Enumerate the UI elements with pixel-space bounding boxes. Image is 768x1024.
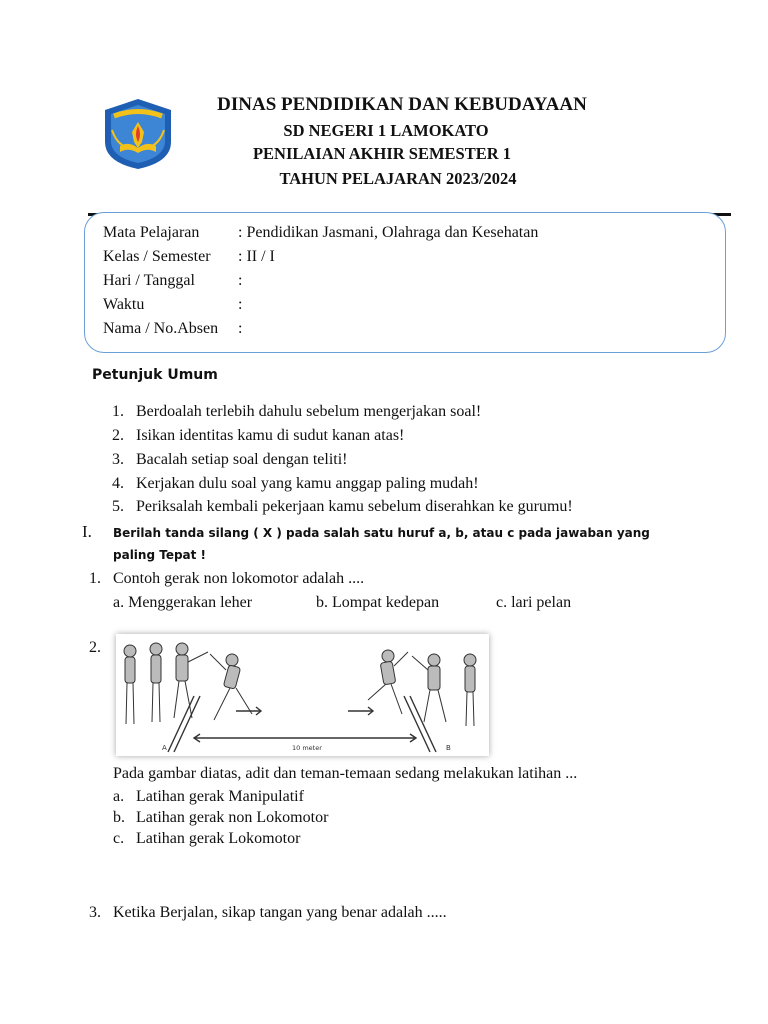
question-text: Contoh gerak non lokomotor adalah .... (113, 570, 365, 587)
section-number: I. (82, 522, 92, 541)
identity-value: : II / I (238, 248, 275, 265)
question-2-number: 2. (89, 639, 101, 656)
option-text: Latihan gerak Manipulatif (136, 788, 304, 805)
question-1-option-c[interactable]: c. lari pelan (496, 594, 572, 611)
instruction-item (112, 498, 573, 516)
identity-label: Mata Pelajaran (103, 224, 200, 241)
identity-label: Kelas / Semester (103, 248, 211, 265)
question-2-option-b[interactable] (113, 809, 328, 827)
running-illustration (116, 634, 489, 756)
figure-label-a: A (162, 744, 167, 752)
identity-row-class (103, 248, 275, 266)
identity-label: Nama / No.Absen (103, 320, 219, 337)
section-instruction: Berilah tanda silang ( X ) pada salah satu huruf a, b, atau c pada jawaban yang (113, 526, 650, 540)
instruction-item (112, 475, 479, 493)
instruction-text: Bacalah setiap soal dengan teliti! (136, 451, 348, 468)
instruction-text: Kerjakan dulu soal yang kamu anggap paling mudah! (136, 475, 479, 492)
identity-label: Waktu (103, 296, 145, 313)
instruction-item (112, 403, 481, 421)
question-2-option-c[interactable] (113, 830, 300, 848)
question-number: 3. (89, 904, 101, 921)
section-instruction: paling Tepat ! (113, 548, 207, 562)
question-3 (89, 904, 447, 922)
identity-box (84, 212, 726, 353)
instruction-item (112, 427, 404, 445)
instruction-number: 5. (112, 498, 124, 515)
question-2-option-a[interactable] (113, 788, 304, 806)
identity-row-time (103, 296, 242, 314)
option-text: Latihan gerak Lokomotor (136, 830, 301, 847)
identity-value: : (238, 272, 243, 289)
header-year: TAHUN PELAJARAN 2023/2024 (279, 169, 517, 188)
instruction-number: 4. (112, 475, 124, 492)
instruction-text: Berdoalah terlebih dahulu sebelum mengerjakan soal! (136, 403, 482, 420)
question-1 (89, 570, 364, 588)
instruction-number: 3. (112, 451, 124, 468)
instruction-number: 2. (112, 427, 124, 444)
instruction-number: 1. (112, 403, 124, 420)
instruction-text: Periksalah kembali pekerjaan kamu sebelum diserahkan ke gurumu! (136, 498, 573, 515)
identity-row-name (103, 320, 242, 338)
figure-distance-label: 10 meter (292, 744, 322, 752)
question-2-figure (116, 634, 489, 756)
header-exam: PENILAIAN AKHIR SEMESTER 1 (252, 144, 512, 163)
header-agency: DINAS PENDIDIKAN DAN KEBUDAYAAN (217, 94, 587, 115)
option-text: Latihan gerak non Lokomotor (136, 809, 329, 826)
instruction-text: Isikan identitas kamu di sudut kanan atas! (136, 427, 405, 444)
figure-label-b: B (446, 744, 451, 752)
identity-value: : (238, 320, 243, 337)
identity-value: : Pendidikan Jasmani, Olahraga dan Kesehatan (238, 224, 539, 241)
identity-value: : (238, 296, 243, 313)
identity-row-subject (103, 224, 538, 242)
option-letter: a. (113, 788, 125, 805)
option-letter: c. (113, 830, 125, 847)
question-1-option-b[interactable]: b. Lompat kedepan (316, 594, 440, 611)
question-2-text: Pada gambar diatas, adit dan teman-temaan sedang melakukan latihan ... (113, 765, 578, 782)
identity-label: Hari / Tanggal (103, 272, 195, 289)
header-school: SD NEGERI 1 LAMOKATO (283, 121, 489, 140)
question-number: 1. (89, 570, 101, 587)
option-letter: b. (113, 809, 125, 826)
question-text: Ketika Berjalan, sikap tangan yang benar adalah ..... (113, 904, 447, 921)
instructions-title: Petunjuk Umum (92, 367, 218, 383)
question-1-option-a[interactable]: a. Menggerakan leher (113, 594, 253, 611)
identity-row-date (103, 272, 242, 290)
instruction-item (112, 451, 347, 469)
